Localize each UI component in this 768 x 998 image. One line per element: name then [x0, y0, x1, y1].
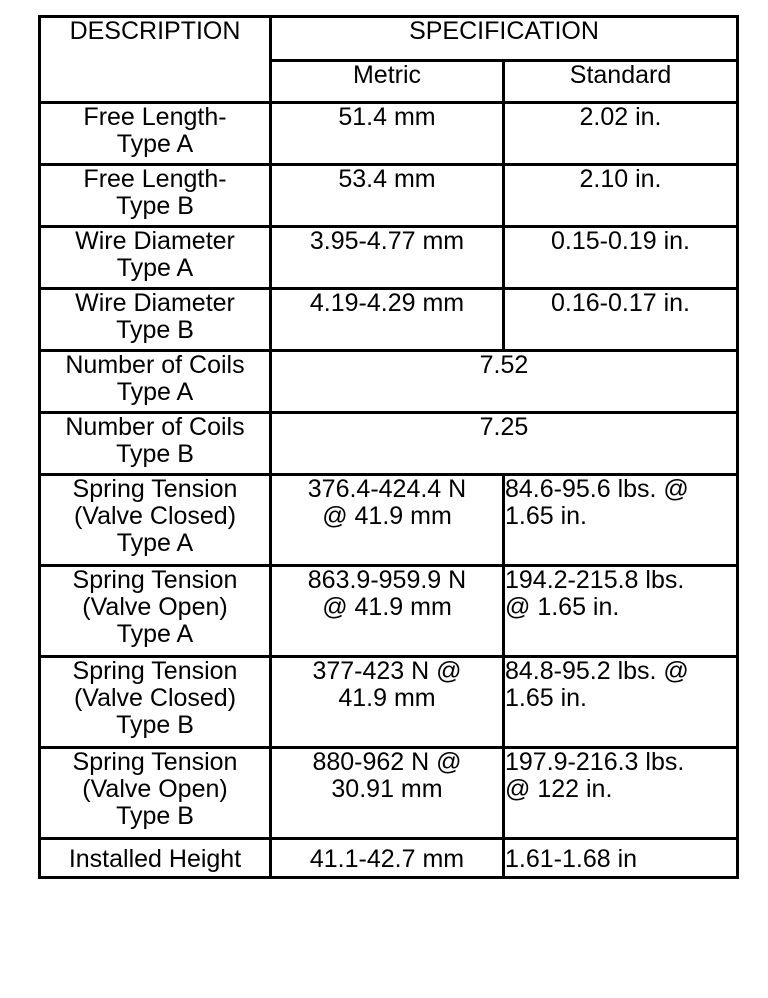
description-cell-line: Wire Diameter — [75, 289, 235, 317]
metric-cell-line: 30.91 mm — [331, 775, 443, 803]
description-cell-line: Type B — [116, 192, 194, 220]
description-cell-line: Type A — [116, 254, 194, 282]
description-cell-line: Free Length- — [83, 103, 227, 131]
description-cell-line: Type A — [116, 378, 194, 406]
description-cell — [40, 227, 271, 289]
metric-cell — [271, 566, 504, 657]
table-row — [40, 351, 738, 413]
description-cell — [40, 748, 271, 839]
standard-cell-line: 2.10 in. — [579, 165, 662, 193]
metric-cell-line: 3.95-4.77 mm — [309, 227, 465, 255]
standard-cell-line: 1.65 in. — [505, 684, 588, 712]
table-header — [40, 17, 738, 103]
standard-cell — [504, 227, 738, 289]
description-cell-line: Type B — [116, 711, 194, 739]
metric-cell — [271, 165, 504, 227]
standard-cell-line: 197.9-216.3 lbs. — [505, 748, 685, 776]
standard-cell-line: @ 1.65 in. — [505, 593, 620, 621]
table-row — [40, 748, 738, 839]
standard-cell — [504, 289, 738, 351]
standard-cell — [504, 657, 738, 748]
metric-cell-line: 377-423 N @ — [312, 657, 462, 685]
description-cell — [40, 839, 271, 878]
description-cell — [40, 351, 271, 413]
metric-header: Metric — [271, 61, 504, 103]
metric-cell — [271, 748, 504, 839]
standard-cell — [504, 103, 738, 165]
description-cell-line: Spring Tension — [72, 657, 238, 685]
description-cell-line: Type B — [116, 802, 194, 830]
description-cell-line: (Valve Closed) — [73, 502, 237, 530]
metric-cell — [271, 289, 504, 351]
standard-cell-line: 0.15-0.19 in. — [551, 227, 690, 255]
description-cell — [40, 103, 271, 165]
table-row — [40, 839, 738, 878]
combined-value-cell — [271, 351, 738, 413]
table-body — [40, 103, 738, 878]
description-cell-line: (Valve Open) — [82, 593, 228, 621]
metric-cell-line: @ 41.9 mm — [322, 502, 452, 530]
description-cell-line: Number of Coils — [65, 351, 245, 379]
standard-cell-line: 84.8-95.2 lbs. @ — [505, 657, 689, 685]
specification-header: SPECIFICATION — [271, 17, 738, 61]
standard-cell-line: @ 122 in. — [505, 775, 613, 803]
standard-cell-line: 1.65 in. — [505, 502, 588, 530]
description-cell-line: Spring Tension — [72, 566, 238, 594]
metric-cell-line: 53.4 mm — [338, 165, 436, 193]
metric-cell-line: @ 41.9 mm — [322, 593, 452, 621]
table-row — [40, 289, 738, 351]
standard-cell-line: 84.6-95.6 lbs. @ — [505, 475, 689, 503]
description-cell — [40, 657, 271, 748]
description-cell-line: (Valve Open) — [82, 775, 228, 803]
description-cell-line: Spring Tension — [72, 475, 238, 503]
description-cell-line: Spring Tension — [72, 748, 238, 776]
description-cell-line: (Valve Closed) — [73, 684, 237, 712]
metric-cell-line: 4.19-4.29 mm — [309, 289, 465, 317]
metric-cell — [271, 227, 504, 289]
description-cell-line: Type A — [116, 529, 194, 557]
description-cell — [40, 475, 271, 566]
combined-value: 7.52 — [479, 351, 529, 379]
description-cell-line: Wire Diameter — [75, 227, 235, 255]
metric-cell — [271, 657, 504, 748]
table-row — [40, 103, 738, 165]
table-row — [40, 566, 738, 657]
description-cell-line: Installed Height — [68, 845, 242, 873]
table-row — [40, 413, 738, 475]
description-cell — [40, 289, 271, 351]
metric-cell-line: 41.9 mm — [338, 684, 436, 712]
metric-cell — [271, 839, 504, 878]
standard-cell-line: 1.61-1.68 in — [505, 845, 638, 873]
standard-cell — [504, 748, 738, 839]
standard-cell — [504, 839, 738, 878]
description-cell-line: Free Length- — [83, 165, 227, 193]
metric-cell-line: 51.4 mm — [338, 103, 436, 131]
metric-cell — [271, 475, 504, 566]
description-cell — [40, 566, 271, 657]
standard-cell-line: 0.16-0.17 in. — [551, 289, 690, 317]
metric-cell — [271, 103, 504, 165]
standard-cell — [504, 566, 738, 657]
standard-cell-line: 2.02 in. — [579, 103, 662, 131]
description-header: DESCRIPTION — [40, 17, 271, 103]
description-cell — [40, 413, 271, 475]
description-cell — [40, 165, 271, 227]
description-cell-line: Number of Coils — [65, 413, 245, 441]
standard-cell-line: 194.2-215.8 lbs. — [505, 566, 685, 594]
table-row — [40, 475, 738, 566]
table-row — [40, 165, 738, 227]
metric-cell-line: 863.9-959.9 N — [307, 566, 467, 594]
description-cell-line: Type A — [116, 130, 194, 158]
table-row — [40, 227, 738, 289]
spec-table — [38, 15, 739, 879]
metric-cell-line: 880-962 N @ — [312, 748, 462, 776]
table-row — [40, 657, 738, 748]
standard-cell — [504, 165, 738, 227]
combined-value-cell — [271, 413, 738, 475]
standard-header: Standard — [504, 61, 738, 103]
metric-cell-line: 376.4-424.4 N — [307, 475, 467, 503]
combined-value: 7.25 — [479, 413, 529, 441]
description-cell-line: Type B — [116, 440, 194, 468]
standard-cell — [504, 475, 738, 566]
description-cell-line: Type A — [116, 620, 194, 648]
description-cell-line: Type B — [116, 316, 194, 344]
metric-cell-line: 41.1-42.7 mm — [309, 845, 465, 873]
